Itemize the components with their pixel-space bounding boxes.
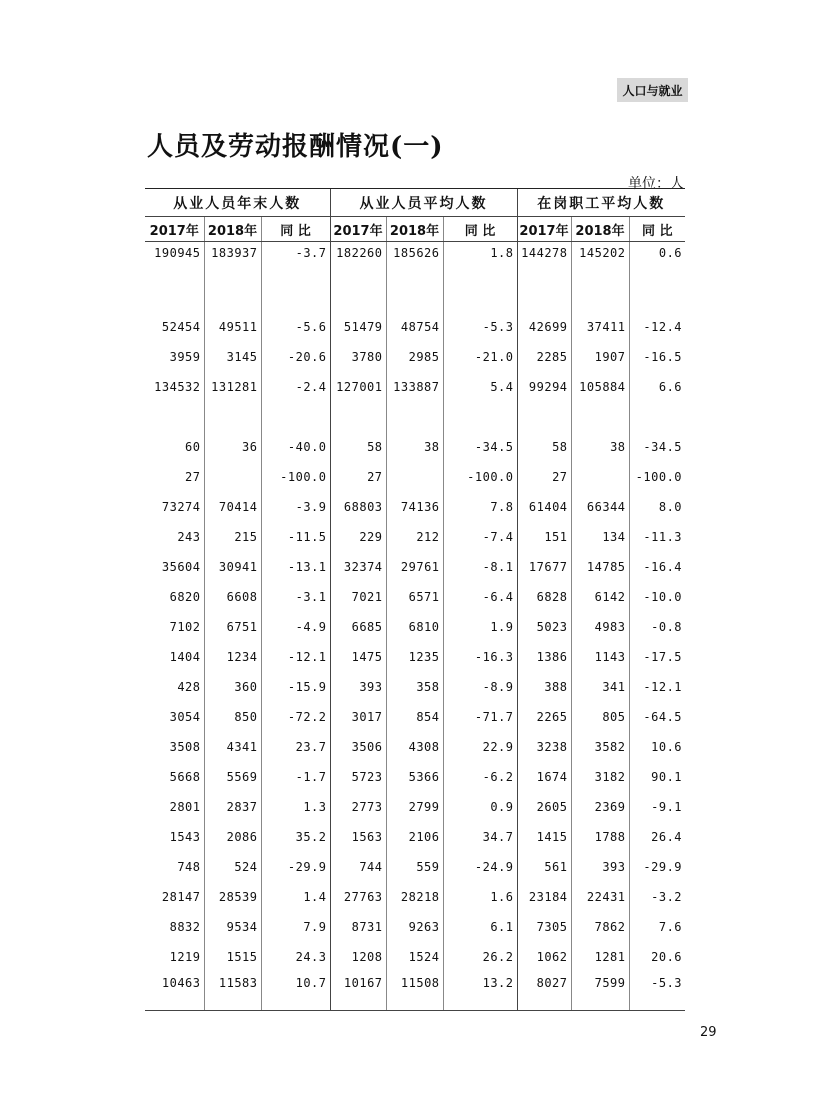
table-cell: 2369 xyxy=(571,792,629,822)
table-row xyxy=(145,312,685,342)
table-cell: 9534 xyxy=(204,912,261,942)
table-cell: 3582 xyxy=(571,732,629,762)
table-cell: 358 xyxy=(386,672,443,702)
table-cell: 9263 xyxy=(386,912,443,942)
table-cell: 7102 xyxy=(169,620,201,634)
table-cell: -4.9 xyxy=(261,612,330,642)
table-cell: 243 xyxy=(177,530,201,544)
table-cell xyxy=(145,282,204,312)
table-cell: 212 xyxy=(386,522,443,552)
table-cell: 48754 xyxy=(386,312,443,342)
table-cell: -29.9 xyxy=(629,852,685,882)
table-cell: 1.8 xyxy=(443,242,517,283)
table-cell: -21.0 xyxy=(443,342,517,372)
table-cell: 2837 xyxy=(204,792,261,822)
table-cell: -40.0 xyxy=(261,432,330,462)
column-header: 同 比 xyxy=(629,217,685,242)
table-cell: -7.4 xyxy=(443,522,517,552)
table-cell: 11583 xyxy=(204,972,261,1011)
table-cell: 5668 xyxy=(169,770,201,784)
table-cell: 61404 xyxy=(517,492,571,522)
table-cell: 1281 xyxy=(571,942,629,972)
table-cell: -3.1 xyxy=(261,582,330,612)
table-cell xyxy=(204,282,261,312)
table-cell: 10.6 xyxy=(629,732,685,762)
table-cell: 26.4 xyxy=(629,822,685,852)
table-cell: 1.6 xyxy=(443,882,517,912)
table-cell: 6810 xyxy=(386,612,443,642)
table-cell: -29.9 xyxy=(261,852,330,882)
table-row xyxy=(145,852,685,882)
table-cell: 1674 xyxy=(517,762,571,792)
table-cell: -5.6 xyxy=(261,312,330,342)
table-cell: 133887 xyxy=(386,372,443,402)
table-cell xyxy=(330,402,386,432)
table-cell: 134 xyxy=(571,522,629,552)
table-cell: -100.0 xyxy=(629,462,685,492)
table-cell: 58 xyxy=(517,432,571,462)
table-cell xyxy=(145,402,204,432)
table-cell: -1.7 xyxy=(261,762,330,792)
table-cell: 4308 xyxy=(386,732,443,762)
table-cell: 2086 xyxy=(204,822,261,852)
table-cell: 7.6 xyxy=(629,912,685,942)
group-header: 从业人员年末人数 xyxy=(145,189,330,217)
table-cell xyxy=(204,402,261,432)
table-cell: 1515 xyxy=(204,942,261,972)
table-cell: 3145 xyxy=(204,342,261,372)
table-cell: 51479 xyxy=(330,312,386,342)
table-cell: 10.7 xyxy=(261,972,330,1011)
table-cell: 1.3 xyxy=(261,792,330,822)
table-cell: 52454 xyxy=(161,320,201,334)
table-row xyxy=(145,642,685,672)
table-cell: 23.7 xyxy=(261,732,330,762)
table-cell: 854 xyxy=(386,702,443,732)
table-cell: 32374 xyxy=(330,552,386,582)
table-cell: 6685 xyxy=(330,612,386,642)
table-cell: -17.5 xyxy=(629,642,685,672)
table-cell: -34.5 xyxy=(629,432,685,462)
table-cell: 1404 xyxy=(169,650,201,664)
table-cell: 2605 xyxy=(517,792,571,822)
table-cell: 7.8 xyxy=(443,492,517,522)
table-cell: -16.4 xyxy=(629,552,685,582)
table-cell: -6.2 xyxy=(443,762,517,792)
table-row xyxy=(145,462,685,492)
table-cell: -24.9 xyxy=(443,852,517,882)
table-cell: 38 xyxy=(571,432,629,462)
table-cell: 748 xyxy=(177,860,201,874)
table-cell: -16.3 xyxy=(443,642,517,672)
table-cell: 2985 xyxy=(386,342,443,372)
table-cell: 7.9 xyxy=(261,912,330,942)
table-cell: 6828 xyxy=(517,582,571,612)
table-cell xyxy=(443,282,517,312)
table-cell: 3238 xyxy=(517,732,571,762)
column-header: 同 比 xyxy=(261,217,330,242)
spacer-row xyxy=(145,402,685,432)
table-cell: 27763 xyxy=(330,882,386,912)
table-row xyxy=(145,732,685,762)
table-cell: 58 xyxy=(330,432,386,462)
table-cell: -3.9 xyxy=(261,492,330,522)
table-cell: -15.9 xyxy=(261,672,330,702)
table-cell: 37411 xyxy=(571,312,629,342)
table-cell: 3780 xyxy=(330,342,386,372)
table-cell: 5569 xyxy=(204,762,261,792)
table-cell: 0.9 xyxy=(443,792,517,822)
column-header: 2018年 xyxy=(204,217,261,242)
table-cell xyxy=(517,282,571,312)
table-row xyxy=(145,972,685,1011)
table-cell: 73274 xyxy=(161,500,201,514)
table-cell: -8.9 xyxy=(443,672,517,702)
table-cell: 30941 xyxy=(204,552,261,582)
column-header: 2018年 xyxy=(386,217,443,242)
table-cell: -13.1 xyxy=(261,552,330,582)
table-cell xyxy=(261,282,330,312)
table-cell: -6.4 xyxy=(443,582,517,612)
table-cell: -8.1 xyxy=(443,552,517,582)
table-row xyxy=(145,522,685,552)
table-cell: -2.4 xyxy=(261,372,330,402)
table-cell: 6751 xyxy=(204,612,261,642)
table-cell: 10463 xyxy=(145,972,204,1011)
table-cell: 182260 xyxy=(330,242,386,283)
table-cell: 29761 xyxy=(386,552,443,582)
table-cell: 36 xyxy=(204,432,261,462)
table-cell: 2799 xyxy=(386,792,443,822)
table-cell: 7305 xyxy=(517,912,571,942)
group-header: 在岗职工平均人数 xyxy=(517,189,685,217)
table-cell: 0.6 xyxy=(629,242,685,283)
table-cell: 360 xyxy=(204,672,261,702)
table-cell: -12.1 xyxy=(629,672,685,702)
table-cell: -0.8 xyxy=(629,612,685,642)
table-cell: 229 xyxy=(330,522,386,552)
table-cell: 28147 xyxy=(161,890,201,904)
table-cell: 90.1 xyxy=(629,762,685,792)
table-cell: 1219 xyxy=(169,950,201,964)
table-cell: 8731 xyxy=(330,912,386,942)
table-row xyxy=(145,882,685,912)
table-cell: 60 xyxy=(185,440,201,454)
table-row xyxy=(145,912,685,942)
table-cell: 2801 xyxy=(169,800,201,814)
table-cell xyxy=(386,402,443,432)
table-cell: 5023 xyxy=(517,612,571,642)
column-header: 2017年 xyxy=(330,217,386,242)
table-cell: 1143 xyxy=(571,642,629,672)
table-cell: 1415 xyxy=(517,822,571,852)
table-cell: 1524 xyxy=(386,942,443,972)
data-table xyxy=(145,188,685,1011)
table-cell: 22.9 xyxy=(443,732,517,762)
table-cell: 7021 xyxy=(330,582,386,612)
page-number: 29 xyxy=(700,1025,717,1040)
table-cell: -11.3 xyxy=(629,522,685,552)
table-cell: -64.5 xyxy=(629,702,685,732)
table-cell: 2106 xyxy=(386,822,443,852)
group-header: 从业人员平均人数 xyxy=(330,189,517,217)
unit-label: 单位：人 xyxy=(628,176,684,192)
table-cell xyxy=(571,462,629,492)
table-cell: 3017 xyxy=(330,702,386,732)
table-row xyxy=(145,702,685,732)
table-cell: 151 xyxy=(517,522,571,552)
table-cell: 42699 xyxy=(517,312,571,342)
table-cell: 144278 xyxy=(517,242,571,283)
table-row xyxy=(145,762,685,792)
table-cell: 3959 xyxy=(169,350,201,364)
table-cell: 5.4 xyxy=(443,372,517,402)
table-row xyxy=(145,342,685,372)
table-cell: 134532 xyxy=(154,380,201,394)
table-cell: 17677 xyxy=(517,552,571,582)
table-cell: 27 xyxy=(185,470,201,484)
table-cell: 26.2 xyxy=(443,942,517,972)
table-cell: 3182 xyxy=(571,762,629,792)
table-row xyxy=(145,242,685,283)
table-cell: 35.2 xyxy=(261,822,330,852)
table-cell xyxy=(330,282,386,312)
table-cell: 34.7 xyxy=(443,822,517,852)
table-cell xyxy=(629,402,685,432)
table-cell: 393 xyxy=(571,852,629,882)
table-cell: -100.0 xyxy=(261,462,330,492)
table-cell xyxy=(571,402,629,432)
table-cell: 1386 xyxy=(517,642,571,672)
table-row xyxy=(145,942,685,972)
table-cell: 805 xyxy=(571,702,629,732)
table-cell: 66344 xyxy=(571,492,629,522)
table-cell: 3506 xyxy=(330,732,386,762)
table-row xyxy=(145,612,685,642)
table-cell: -5.3 xyxy=(629,972,685,1011)
table-cell: 561 xyxy=(517,852,571,882)
table-cell: -3.2 xyxy=(629,882,685,912)
table-cell: 1563 xyxy=(330,822,386,852)
table-cell: -71.7 xyxy=(443,702,517,732)
table-cell: 1475 xyxy=(330,642,386,672)
table-cell: 183937 xyxy=(204,242,261,283)
table-cell: -5.3 xyxy=(443,312,517,342)
table-row xyxy=(145,822,685,852)
table-cell: 388 xyxy=(517,672,571,702)
table-cell: 2265 xyxy=(517,702,571,732)
table-cell: 1543 xyxy=(169,830,201,844)
table-cell xyxy=(386,282,443,312)
table-row xyxy=(145,432,685,462)
table-cell: 131281 xyxy=(204,372,261,402)
table-cell: 3508 xyxy=(169,740,201,754)
table-row xyxy=(145,492,685,522)
table-cell: 6142 xyxy=(571,582,629,612)
section-tag: 人口与就业 xyxy=(617,78,688,102)
table-cell xyxy=(443,402,517,432)
table-cell: 28218 xyxy=(386,882,443,912)
table-cell: 1234 xyxy=(204,642,261,672)
table-cell: 23184 xyxy=(517,882,571,912)
table-cell: 1907 xyxy=(571,342,629,372)
table-cell: -9.1 xyxy=(629,792,685,822)
table-cell: 22431 xyxy=(571,882,629,912)
table-cell: 24.3 xyxy=(261,942,330,972)
table-body xyxy=(145,242,685,1011)
table-cell: 68803 xyxy=(330,492,386,522)
table-row xyxy=(145,672,685,702)
table-row xyxy=(145,552,685,582)
table-cell: 20.6 xyxy=(629,942,685,972)
table-cell: 6608 xyxy=(204,582,261,612)
table-cell xyxy=(204,462,261,492)
table-cell xyxy=(571,282,629,312)
table-cell: 1788 xyxy=(571,822,629,852)
column-header: 2017年 xyxy=(517,217,571,242)
table-cell: -3.7 xyxy=(261,242,330,283)
table-cell: 70414 xyxy=(204,492,261,522)
table-cell: 341 xyxy=(571,672,629,702)
table-cell: 38 xyxy=(386,432,443,462)
group-header-row xyxy=(145,189,685,217)
table-cell: 190945 xyxy=(154,246,201,260)
table-cell: 5366 xyxy=(386,762,443,792)
table-cell: 393 xyxy=(330,672,386,702)
table-cell: 2773 xyxy=(330,792,386,822)
subheader-row xyxy=(145,217,685,242)
table-cell: 7599 xyxy=(571,972,629,1011)
table-cell: 127001 xyxy=(330,372,386,402)
table-cell: 185626 xyxy=(386,242,443,283)
table-cell: 6.1 xyxy=(443,912,517,942)
table-cell: -11.5 xyxy=(261,522,330,552)
column-header: 同 比 xyxy=(443,217,517,242)
table-cell xyxy=(261,402,330,432)
table-cell xyxy=(517,402,571,432)
table-cell: 27 xyxy=(517,462,571,492)
table-cell: 6571 xyxy=(386,582,443,612)
table-cell: -12.1 xyxy=(261,642,330,672)
table-cell: 8027 xyxy=(517,972,571,1011)
table-cell: 13.2 xyxy=(443,972,517,1011)
table-cell: 1.9 xyxy=(443,612,517,642)
table-cell: 14785 xyxy=(571,552,629,582)
table-cell: -12.4 xyxy=(629,312,685,342)
table-cell: 3054 xyxy=(169,710,201,724)
table-cell: 99294 xyxy=(517,372,571,402)
table-cell: 8.0 xyxy=(629,492,685,522)
table-cell: 1208 xyxy=(330,942,386,972)
table-cell: -20.6 xyxy=(261,342,330,372)
column-header: 2017年 xyxy=(145,217,204,242)
table-cell: 11508 xyxy=(386,972,443,1011)
table-cell: -16.5 xyxy=(629,342,685,372)
table-cell: 1062 xyxy=(517,942,571,972)
table-cell: 10167 xyxy=(330,972,386,1011)
table-cell: -72.2 xyxy=(261,702,330,732)
table-cell: 74136 xyxy=(386,492,443,522)
table-cell: 1235 xyxy=(386,642,443,672)
table-cell: 428 xyxy=(177,680,201,694)
table-row xyxy=(145,372,685,402)
table-cell: 35604 xyxy=(161,560,201,574)
table-cell: 215 xyxy=(204,522,261,552)
table-cell: 27 xyxy=(330,462,386,492)
table-cell: 7862 xyxy=(571,912,629,942)
table-cell: 28539 xyxy=(204,882,261,912)
table-cell: 850 xyxy=(204,702,261,732)
table-cell: 6.6 xyxy=(629,372,685,402)
table-cell: 4983 xyxy=(571,612,629,642)
table-cell: -100.0 xyxy=(443,462,517,492)
table-cell: 105884 xyxy=(571,372,629,402)
table-cell: 2285 xyxy=(517,342,571,372)
table-cell: 4341 xyxy=(204,732,261,762)
table-cell: -34.5 xyxy=(443,432,517,462)
column-header: 2018年 xyxy=(571,217,629,242)
table-cell: 49511 xyxy=(204,312,261,342)
table-cell xyxy=(386,462,443,492)
table-cell: 5723 xyxy=(330,762,386,792)
table-cell: 6820 xyxy=(169,590,201,604)
table-row xyxy=(145,582,685,612)
table-cell: 524 xyxy=(204,852,261,882)
table-cell xyxy=(629,282,685,312)
table-row xyxy=(145,792,685,822)
page-title: 人员及劳动报酬情况(一) xyxy=(147,132,444,162)
table-cell: 8832 xyxy=(169,920,201,934)
table-cell: 744 xyxy=(330,852,386,882)
table-cell: -10.0 xyxy=(629,582,685,612)
table-cell: 559 xyxy=(386,852,443,882)
table-cell: 1.4 xyxy=(261,882,330,912)
table-cell: 145202 xyxy=(571,242,629,283)
spacer-row xyxy=(145,282,685,312)
